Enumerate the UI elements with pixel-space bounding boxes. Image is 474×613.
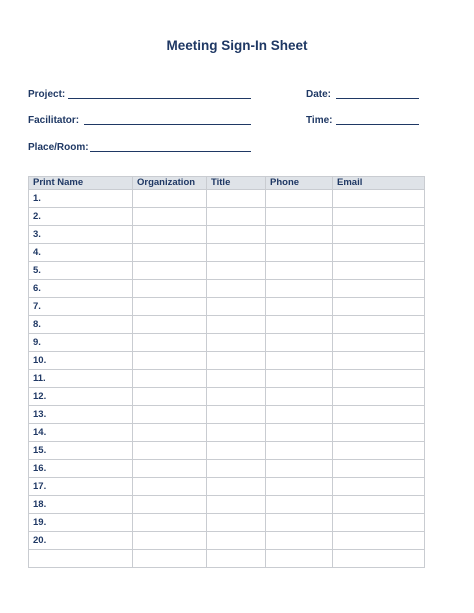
cell-print-name[interactable]: 14.	[29, 424, 133, 442]
cell-title[interactable]	[207, 442, 266, 460]
date-label: Date:	[306, 89, 332, 100]
cell-organization[interactable]	[133, 532, 207, 550]
cell-phone[interactable]	[266, 442, 333, 460]
table-row	[29, 496, 425, 514]
project-label: Project:	[28, 89, 66, 100]
cell-phone[interactable]	[266, 514, 333, 532]
table-row	[29, 190, 425, 208]
project-input-line[interactable]	[68, 98, 251, 99]
cell-print-name[interactable]: 9.	[29, 334, 133, 352]
cell-phone[interactable]	[266, 316, 333, 334]
table-row	[29, 460, 425, 478]
table-row	[29, 352, 425, 370]
table-row	[29, 208, 425, 226]
cell-title[interactable]	[207, 334, 266, 352]
cell-title[interactable]	[207, 424, 266, 442]
place-room-label: Place/Room:	[28, 142, 89, 153]
cell-phone[interactable]	[266, 190, 333, 208]
table-row	[29, 370, 425, 388]
cell-organization[interactable]	[133, 334, 207, 352]
project-field[interactable]	[28, 82, 251, 102]
cell-title[interactable]	[207, 316, 266, 334]
cell-print-name[interactable]: 13.	[29, 406, 133, 424]
table-row	[29, 550, 425, 568]
cell-title[interactable]	[207, 406, 266, 424]
cell-phone[interactable]	[266, 406, 333, 424]
cell-email[interactable]	[333, 316, 425, 334]
cell-print-name[interactable]: 19.	[29, 514, 133, 532]
cell-print-name[interactable]: 10.	[29, 352, 133, 370]
cell-organization[interactable]	[133, 406, 207, 424]
cell-print-name[interactable]: 7.	[29, 298, 133, 316]
cell-organization[interactable]	[133, 316, 207, 334]
cell-email[interactable]	[333, 496, 425, 514]
column-header-phone: Phone	[266, 177, 333, 190]
cell-title[interactable]	[207, 208, 266, 226]
cell-organization[interactable]	[133, 388, 207, 406]
cell-title[interactable]	[207, 190, 266, 208]
cell-email[interactable]	[333, 388, 425, 406]
cell-title[interactable]	[207, 298, 266, 316]
cell-phone[interactable]	[266, 298, 333, 316]
cell-print-name[interactable]: 20.	[29, 532, 133, 550]
cell-title[interactable]	[207, 514, 266, 532]
table-row	[29, 316, 425, 334]
cell-organization[interactable]	[133, 370, 207, 388]
cell-title[interactable]	[207, 550, 266, 568]
table-row	[29, 298, 425, 316]
time-input-line[interactable]	[336, 124, 419, 125]
table-row	[29, 226, 425, 244]
cell-organization[interactable]	[133, 208, 207, 226]
time-label: Time:	[306, 115, 333, 126]
cell-phone[interactable]	[266, 280, 333, 298]
cell-title[interactable]	[207, 496, 266, 514]
cell-phone[interactable]	[266, 208, 333, 226]
table-row	[29, 388, 425, 406]
table-row	[29, 280, 425, 298]
cell-title[interactable]	[207, 460, 266, 478]
cell-email[interactable]	[333, 334, 425, 352]
cell-print-name[interactable]: 16.	[29, 460, 133, 478]
cell-phone[interactable]	[266, 370, 333, 388]
cell-organization[interactable]	[133, 514, 207, 532]
cell-phone[interactable]	[266, 424, 333, 442]
cell-title[interactable]	[207, 280, 266, 298]
sign-in-table	[28, 176, 425, 568]
cell-print-name[interactable]: 15.	[29, 442, 133, 460]
cell-email[interactable]	[333, 280, 425, 298]
cell-print-name[interactable]: 4.	[29, 244, 133, 262]
cell-organization[interactable]	[133, 550, 207, 568]
table-row	[29, 262, 425, 280]
cell-title[interactable]	[207, 226, 266, 244]
cell-email[interactable]	[333, 226, 425, 244]
cell-organization[interactable]	[133, 460, 207, 478]
cell-print-name[interactable]: 5.	[29, 262, 133, 280]
cell-print-name[interactable]: 3.	[29, 226, 133, 244]
cell-email[interactable]	[333, 370, 425, 388]
cell-phone[interactable]	[266, 262, 333, 280]
time-field[interactable]	[306, 108, 419, 128]
cell-email[interactable]	[333, 298, 425, 316]
cell-print-name[interactable]: 12.	[29, 388, 133, 406]
cell-email[interactable]	[333, 514, 425, 532]
table-row	[29, 334, 425, 352]
cell-email[interactable]	[333, 424, 425, 442]
cell-print-name[interactable]: 18.	[29, 496, 133, 514]
cell-print-name[interactable]	[29, 550, 133, 568]
cell-phone[interactable]	[266, 550, 333, 568]
facilitator-label: Facilitator:	[28, 115, 80, 126]
facilitator-field[interactable]	[28, 108, 251, 128]
table-row	[29, 514, 425, 532]
table-row	[29, 442, 425, 460]
table-header-row	[29, 177, 425, 190]
cell-email[interactable]	[333, 190, 425, 208]
cell-organization[interactable]	[133, 280, 207, 298]
cell-organization[interactable]	[133, 478, 207, 496]
cell-title[interactable]	[207, 532, 266, 550]
column-header-email: Email	[333, 177, 425, 190]
table-row	[29, 424, 425, 442]
cell-email[interactable]	[333, 406, 425, 424]
cell-print-name[interactable]: 17.	[29, 478, 133, 496]
cell-phone[interactable]	[266, 352, 333, 370]
table-row	[29, 478, 425, 496]
cell-email[interactable]	[333, 532, 425, 550]
column-header-title: Title	[207, 177, 266, 190]
cell-organization[interactable]	[133, 442, 207, 460]
page-title: Meeting Sign-In Sheet	[166, 38, 308, 53]
table-body	[29, 190, 425, 568]
cell-phone[interactable]	[266, 388, 333, 406]
cell-organization[interactable]	[133, 424, 207, 442]
cell-title[interactable]	[207, 370, 266, 388]
cell-email[interactable]	[333, 352, 425, 370]
cell-print-name[interactable]: 6.	[29, 280, 133, 298]
table-row	[29, 244, 425, 262]
date-input-line[interactable]	[336, 98, 419, 99]
cell-print-name[interactable]: 2.	[29, 208, 133, 226]
cell-email[interactable]	[333, 442, 425, 460]
cell-phone[interactable]	[266, 532, 333, 550]
cell-print-name[interactable]: 11.	[29, 370, 133, 388]
place-room-input-line[interactable]	[90, 151, 251, 152]
cell-phone[interactable]	[266, 496, 333, 514]
cell-phone[interactable]	[266, 460, 333, 478]
cell-email[interactable]	[333, 460, 425, 478]
table-row	[29, 406, 425, 424]
cell-title[interactable]	[207, 244, 266, 262]
cell-organization[interactable]	[133, 352, 207, 370]
column-header-organization: Organization	[133, 177, 207, 190]
cell-print-name[interactable]: 8.	[29, 316, 133, 334]
cell-phone[interactable]	[266, 334, 333, 352]
cell-organization[interactable]	[133, 496, 207, 514]
table-row	[29, 532, 425, 550]
cell-title[interactable]	[207, 478, 266, 496]
cell-phone[interactable]	[266, 478, 333, 496]
date-field[interactable]	[306, 82, 419, 102]
cell-organization[interactable]	[133, 226, 207, 244]
cell-title[interactable]	[207, 262, 266, 280]
cell-organization[interactable]	[133, 298, 207, 316]
cell-phone[interactable]	[266, 244, 333, 262]
cell-email[interactable]	[333, 244, 425, 262]
cell-organization[interactable]	[133, 190, 207, 208]
cell-organization[interactable]	[133, 244, 207, 262]
facilitator-input-line[interactable]	[84, 124, 251, 125]
cell-email[interactable]	[333, 478, 425, 496]
cell-organization[interactable]	[133, 262, 207, 280]
cell-print-name[interactable]: 1.	[29, 190, 133, 208]
cell-title[interactable]	[207, 352, 266, 370]
place-room-field[interactable]	[28, 135, 251, 155]
cell-email[interactable]	[333, 262, 425, 280]
cell-title[interactable]	[207, 388, 266, 406]
column-header-print-name: Print Name	[29, 177, 133, 190]
cell-phone[interactable]	[266, 226, 333, 244]
cell-email[interactable]	[333, 550, 425, 568]
cell-email[interactable]	[333, 208, 425, 226]
